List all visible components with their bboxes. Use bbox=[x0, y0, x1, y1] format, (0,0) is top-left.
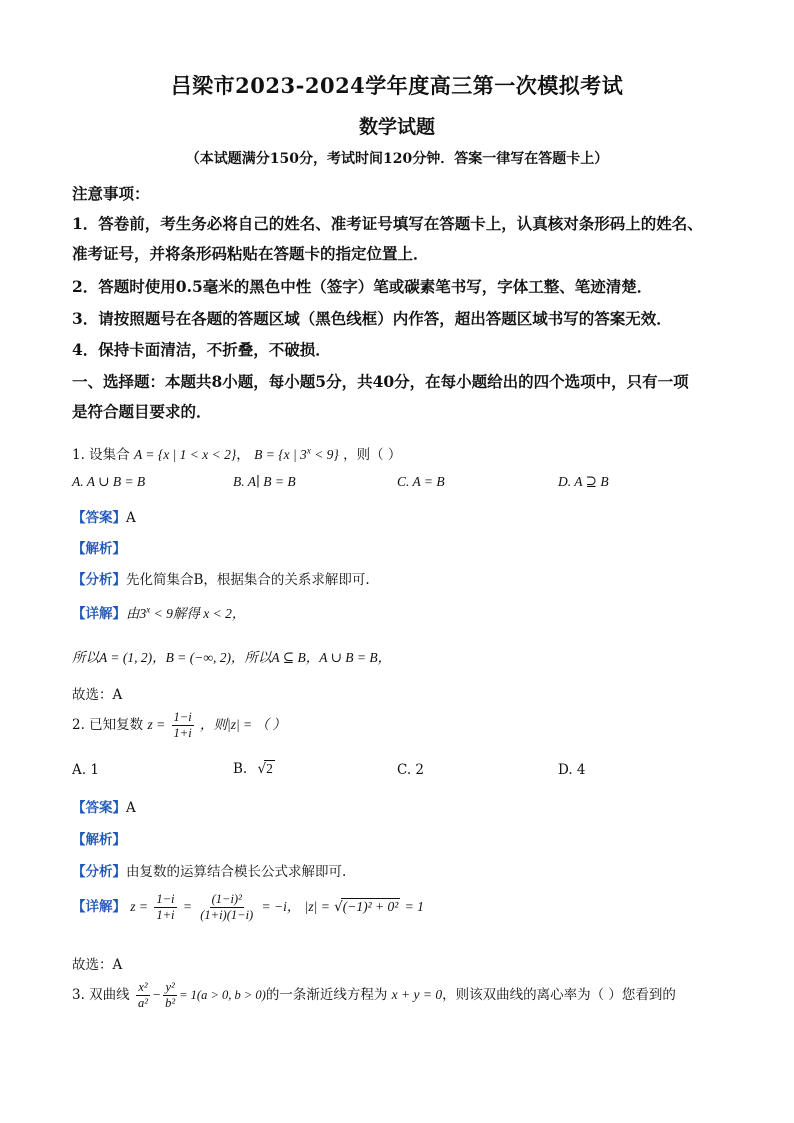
notice-item-1a: 1．答卷前，考生务必将自己的姓名、准考证号填写在答题卡上，认真核对条形码上的姓名、 bbox=[72, 214, 703, 233]
q1-stem: 1. 设集合 A = {x | 1 < x < 2}， B = {x | $3^x < 9$} ，则（ ） bbox=[72, 445, 402, 463]
q2-fraction: $\frac{1-i}{1+i}$ bbox=[173, 710, 192, 740]
q2-detail-sqrt: (−1)² + 0² bbox=[342, 899, 399, 914]
q3-frac-x: $\frac{\text{x²}}{\text{a²}}$ bbox=[137, 980, 148, 1010]
exam-note: （本试题满分150分，考试时间120分钟．答案一律写在答题卡上） bbox=[185, 151, 609, 167]
q2-detail-frac-1: $\frac{1-i}{1+i}$ bbox=[156, 892, 175, 922]
q2-stem: 2. 已知复数 z = $\frac{1-i}{1+i}$ ，则|z| = （ ） bbox=[72, 710, 286, 740]
q2-detail: 【详解】 z = $\frac{1-i}{1+i}$ = $\frac{\text{(1−i)²}}{(1+i)(1-i)}$ = −i， |z| = √(−1)² + 0² = 1 bbox=[72, 892, 424, 922]
q2-choice: 故选：A bbox=[72, 957, 123, 973]
q2-detail-frac-2: $\frac{\text{(1−i)²}}{(1+i)(1-i)}$ bbox=[200, 892, 254, 922]
q2-fenxi: 【分析】由复数的运算结合模长公式求解即可. bbox=[72, 864, 347, 880]
q1-option-c: C. A = B bbox=[397, 474, 445, 489]
notice-item-4: 4．保持卡面清洁，不折叠，不破损． bbox=[72, 340, 331, 359]
q2-analysis-tag: 【解析】 bbox=[72, 832, 126, 848]
q1-set-a: A = {x | 1 < x < 2} bbox=[133, 447, 237, 462]
section-heading-b: 是符合题目要求的． bbox=[72, 402, 212, 421]
q2-option-a: A. 1 bbox=[72, 762, 99, 778]
q1-answer: 【答案】A bbox=[72, 510, 136, 526]
q3-frac-y: $\frac{\text{y²}}{\text{b²}}$ bbox=[165, 980, 176, 1010]
section-heading-a: 一、选择题：本题共8小题，每小题5分，共40分，在每小题给出的四个选项中，只有一项 bbox=[72, 372, 689, 391]
q3-stem: 3. 双曲线 $\frac{\text{x²}}{\text{a²}}$ − $\frac{\text{y²}}{\text{b²}}$ = 1(a > 0, b > 0)的一条渐近线方程为 x + y = 0，则该双曲线的离心率为（ ）您看到的 bbox=[72, 980, 676, 1010]
q2-answer: 【答案】A bbox=[72, 800, 136, 816]
notice-item-1b: 准考证号，并将条形码粘贴在答题卡的指定位置上． bbox=[72, 244, 429, 263]
exam-title: 吕梁市2023-2024学年度高三第一次模拟考试 bbox=[170, 73, 624, 98]
notice-item-2: 2．答题时使用0.5毫米的黑色中性（签字）笔或碳素笔书写，字体工整、笔迹清楚． bbox=[72, 277, 653, 296]
q1-detail-2: 所以A = (1, 2)，B = (−∞, 2)，所以A ⊆ B，A ∪ B = B， bbox=[72, 650, 392, 665]
q2-option-b: B. √2 bbox=[233, 761, 273, 777]
q1-set-b: B = {x | $3^x < 9$} bbox=[254, 445, 339, 462]
q1-choice: 故选：A bbox=[72, 687, 123, 703]
notice-heading: 注意事项： bbox=[72, 184, 150, 203]
q1-analysis-tag: 【解析】 bbox=[72, 541, 126, 557]
q2-option-c: C. 2 bbox=[397, 762, 425, 778]
q2-option-d: D. 4 bbox=[558, 762, 586, 778]
exam-subtitle: 数学试题 bbox=[358, 116, 435, 138]
q1-option-a: A. A ∪ B = B bbox=[72, 474, 146, 489]
q1-fenxi: 【分析】先化简集合B，根据集合的关系求解即可. bbox=[72, 572, 370, 588]
q1-detail: 【详解】由$3^x < 9$解得 x < 2， bbox=[72, 604, 246, 622]
notice-item-3: 3．请按照题号在各题的答题区域（黑色线框）内作答，超出答题区域书写的答案无效． bbox=[72, 309, 672, 328]
q1-option-d: D. A ⊇ B bbox=[558, 474, 609, 489]
sqrt-2: 2 bbox=[266, 761, 273, 776]
q1-option-b: B. A∣ B = B bbox=[233, 474, 296, 489]
